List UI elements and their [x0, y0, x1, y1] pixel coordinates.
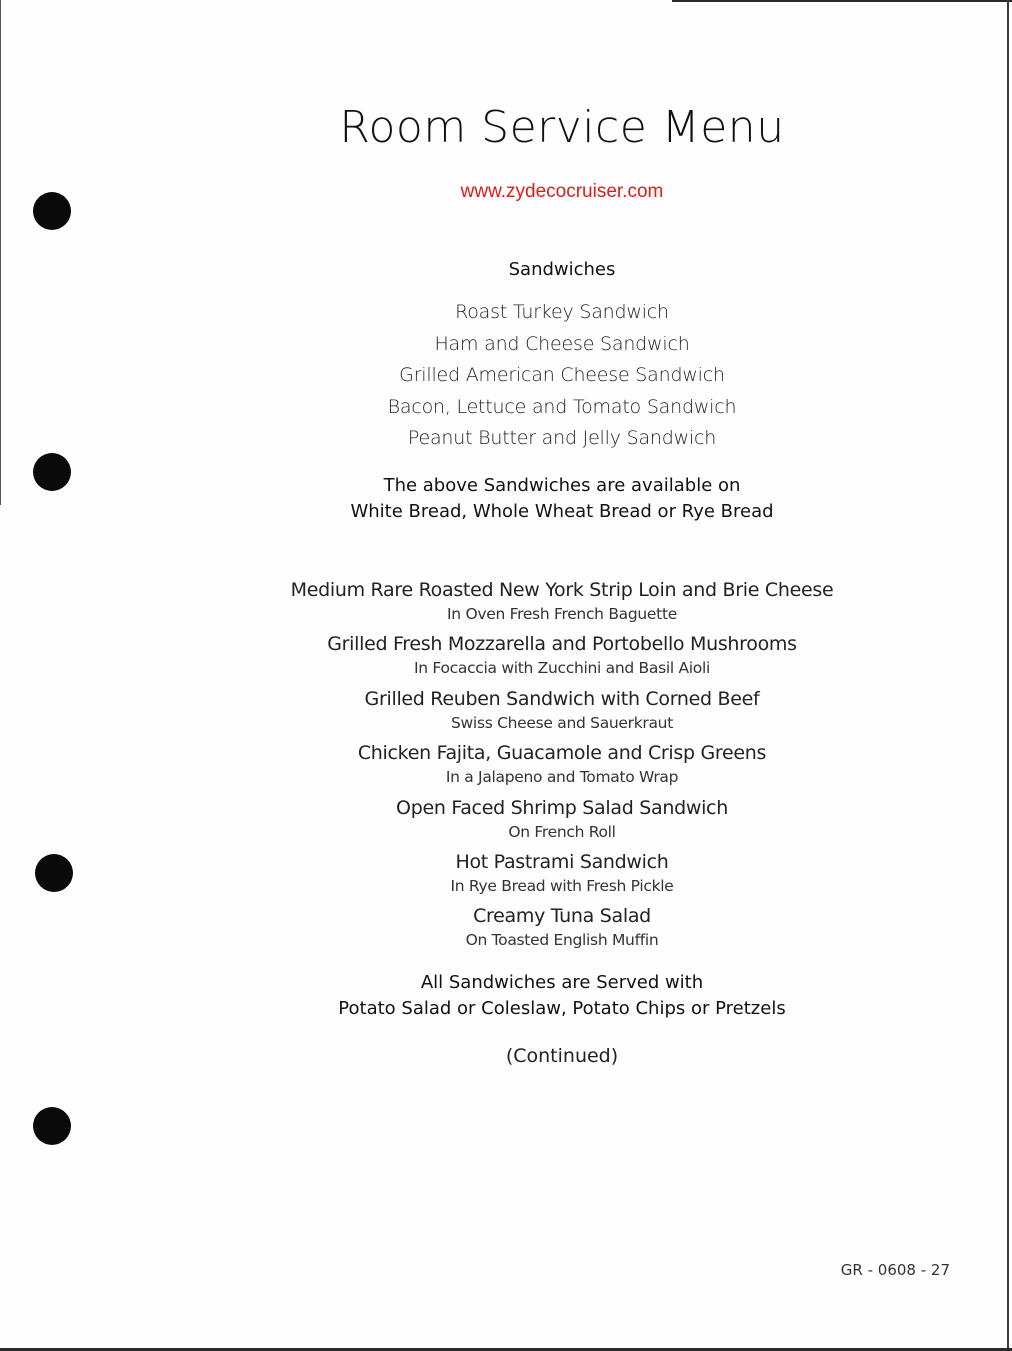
scan-edge-left [0, 0, 1, 505]
punch-hole [33, 192, 71, 230]
item-description: On Toasted English Muffin [465, 931, 659, 950]
page-title: Room Service Menu [339, 102, 785, 153]
item-description: On French Roll [508, 822, 616, 841]
sandwich-list [300, 298, 824, 456]
list-item [290, 903, 834, 957]
section-heading-sandwiches: Sandwiches [508, 259, 616, 280]
item-name: Creamy Tuna Salad [473, 905, 651, 928]
item-description: In a Jalapeno and Tomato Wrap [445, 768, 679, 787]
list-item: Peanut Butter and Jelly Sandwich [407, 427, 717, 449]
list-item [290, 686, 834, 740]
item-description: In Rye Bread with Fresh Pickle [450, 876, 674, 895]
item-name: Grilled Reuben Sandwich with Corned Beef [364, 687, 760, 710]
list-item: Roast Turkey Sandwich [455, 301, 669, 323]
list-item: Grilled American Cheese Sandwich [399, 364, 725, 386]
list-item [290, 795, 834, 849]
scan-edge-top [672, 0, 1012, 2]
bread-note [300, 473, 824, 524]
list-item: Ham and Cheese Sandwich [434, 332, 690, 355]
list-item [290, 740, 834, 794]
item-name: Chicken Fajita, Guacamole and Crisp Greens [357, 742, 767, 765]
item-name: Grilled Fresh Mozzarella and Portobello Mushrooms [327, 633, 797, 656]
list-item [290, 631, 834, 685]
served-note-line: Potato Salad or Coleslaw, Potato Chips or Pretzels [338, 997, 786, 1019]
item-name: Open Faced Shrimp Salad Sandwich [396, 796, 728, 819]
list-item [290, 849, 834, 903]
specialty-sandwich-list [290, 577, 834, 958]
item-description: In Focaccia with Zucchini and Basil Aioli [414, 659, 710, 678]
bread-note-line: White Bread, Whole Wheat Bread or Rye Bread [350, 500, 774, 522]
served-with-note [300, 970, 824, 1021]
continued-label: (Continued) [505, 1045, 619, 1067]
item-name: Medium Rare Roasted New York Strip Loin and Brie Cheese [290, 579, 834, 601]
scan-edge-right [1007, 0, 1009, 1351]
served-note-line: All Sandwiches are Served with [420, 972, 704, 993]
list-item [290, 577, 834, 631]
bread-note-line: The above Sandwiches are available on [383, 475, 741, 496]
item-description: In Oven Fresh French Baguette [447, 605, 677, 623]
punch-hole [33, 453, 71, 491]
item-description: Swiss Cheese and Sauerkraut [451, 713, 673, 732]
item-name: Hot Pastrami Sandwich [455, 850, 669, 873]
punch-hole [33, 1107, 71, 1145]
list-item: Bacon, Lettuce and Tomato Sandwich [387, 395, 737, 418]
website-link[interactable]: www.zydecocruiser.com [460, 181, 664, 202]
punch-hole [35, 854, 73, 892]
page-code: GR - 0608 - 27 [840, 1261, 950, 1279]
